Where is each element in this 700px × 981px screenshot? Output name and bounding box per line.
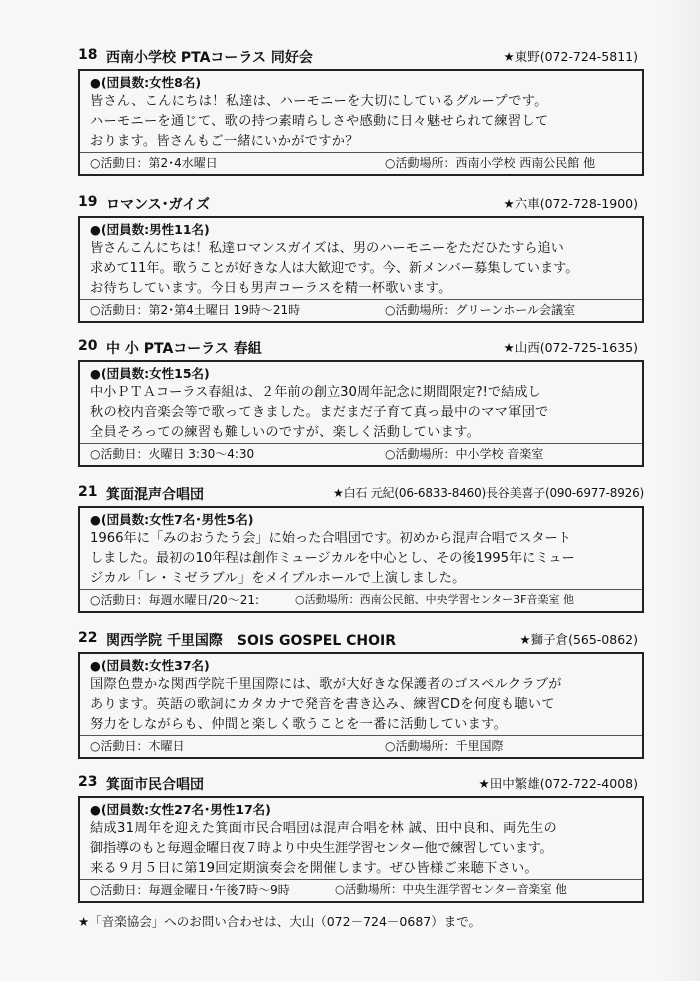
member-count: ●(団員数:男性11名) bbox=[90, 222, 210, 237]
entry-contact: ★獅子倉(565-0862) bbox=[519, 632, 638, 647]
activity-info bbox=[80, 589, 642, 609]
description-line: 求めて11年。歌うことが好きな人は大歓迎です。今、新メンバー募集しています。 bbox=[90, 261, 579, 276]
entry-contact: ★山西(072-725-1635) bbox=[503, 340, 638, 355]
activity-info bbox=[80, 152, 642, 172]
entry-number: 19 bbox=[78, 194, 98, 210]
entry-description bbox=[90, 239, 636, 299]
member-count: ●(団員数:女性27名･男性17名) bbox=[90, 802, 271, 817]
description-line: お待ちしています。今日も男声コーラスを精一杯歌います。 bbox=[90, 281, 452, 296]
choir-entry-18 bbox=[78, 47, 644, 176]
activity-day: ○活動日：毎週金曜日･午後7時～9時 bbox=[90, 883, 290, 897]
activity-place: ○活動場所：中央生涯学習センター音楽室 他 bbox=[335, 882, 567, 896]
entry-description bbox=[90, 92, 636, 152]
description-line: しました。最初の10年程は創作ミュージカルを中心とし、その後1995年にミュー bbox=[90, 551, 575, 566]
entry-contact: ★白石 元紀(06-6833-8460)長谷美喜子(090-6977-8926) bbox=[333, 486, 644, 500]
description-line: 1966年に「みのおうたう会」に始った合唱団です。初めから混声合唱でスタート bbox=[90, 531, 571, 546]
activity-info bbox=[80, 879, 642, 899]
entry-title: 西南小学校 PTAコーラス 同好会 bbox=[106, 50, 313, 66]
entry-header bbox=[78, 484, 644, 506]
choir-entry-23 bbox=[78, 774, 644, 903]
activity-day: ○活動日：第2･第4土曜日 19時～21時 bbox=[90, 303, 301, 317]
entry-box bbox=[78, 360, 644, 467]
entry-box bbox=[78, 216, 644, 323]
description-line: 国際色豊かな関西学院千里国際には、歌が大好きな保護者のゴスペルクラブが bbox=[90, 677, 562, 692]
member-count: ●(団員数:女性37名) bbox=[90, 658, 210, 673]
activity-place: ○活動場所：中小学校 音楽室 bbox=[385, 447, 544, 461]
entry-number: 21 bbox=[78, 484, 98, 500]
activity-place: ○活動場所：千里国際 bbox=[385, 739, 504, 753]
entry-contact: ★六車(072-728-1900) bbox=[503, 196, 638, 211]
entry-contact: ★田中繁雄(072-722-4008) bbox=[478, 776, 638, 791]
entry-box bbox=[78, 69, 644, 176]
entry-header bbox=[78, 774, 644, 796]
entry-box bbox=[78, 796, 644, 903]
description-line: 来る９月５日に第19回定期演奏会を開催します。ぜひ皆様ご来聴下さい。 bbox=[90, 861, 538, 876]
entry-header bbox=[78, 47, 644, 69]
entry-number: 23 bbox=[78, 774, 98, 790]
activity-day: ○活動日：火曜日 3:30～4:30 bbox=[90, 447, 255, 461]
choir-entry-19 bbox=[78, 194, 644, 323]
entry-description bbox=[90, 675, 636, 735]
entry-number: 22 bbox=[78, 630, 98, 646]
description-line: 秋の校内音楽会等で歌ってきました。まだまだ子育て真っ最中のママ軍団で bbox=[90, 405, 549, 420]
description-line: 御指導のもと毎週金曜日夜７時より中央生涯学習センター他で練習しています。 bbox=[90, 841, 553, 856]
entry-header bbox=[78, 194, 644, 216]
entry-description bbox=[90, 819, 636, 879]
entry-description bbox=[90, 383, 636, 443]
activity-info bbox=[80, 299, 642, 319]
entry-title: 箕面市民合唱団 bbox=[106, 777, 204, 793]
description-line: 努力をしながらも、仲間と楽しく歌うことを一番に活動しています。 bbox=[90, 717, 508, 732]
description-line: 結成31周年を迎えた箕面市民合唱団は混声合唱を林 誠、田中良和、両先生の bbox=[90, 821, 557, 836]
description-line: 皆さんこんにちは！私達ロマンスガイズは、男のハーモニーをただひたすら追い bbox=[90, 241, 564, 256]
member-count: ●(団員数:女性15名) bbox=[90, 366, 210, 381]
description-line: ジカル「レ・ミゼラブル」をメイプルホールで上演しました。 bbox=[90, 571, 466, 586]
description-line: 皆さん、こんにちは！私達は、ハーモニーを大切にしているグループです。 bbox=[90, 94, 548, 109]
description-line: おります。皆さんもご一緒にいかがですか？ bbox=[90, 134, 359, 149]
entry-title: 中 小 PTAコーラス 春組 bbox=[106, 341, 262, 357]
description-line: 中小ＰＴＡコーラス春組は、２年前の創立30周年記念に期間限定?!で結成し bbox=[90, 385, 541, 400]
activity-info bbox=[80, 735, 642, 755]
entry-title: 関西学院 千里国際 SOIS GOSPEL CHOIR bbox=[106, 633, 397, 649]
activity-day: ○活動日：第2･4水曜日 bbox=[90, 156, 218, 170]
entry-description bbox=[90, 529, 636, 589]
entry-title: 箕面混声合唱団 bbox=[106, 487, 204, 503]
entry-number: 18 bbox=[78, 47, 98, 63]
page-edge-shadow bbox=[660, 0, 700, 981]
member-count: ●(団員数:女性8名) bbox=[90, 75, 202, 90]
entry-contact: ★東野(072-724-5811) bbox=[503, 49, 638, 64]
entry-number: 20 bbox=[78, 338, 98, 354]
activity-place: ○活動場所：西南公民館、中央学習センター3F音楽室 他 bbox=[295, 593, 574, 606]
activity-info bbox=[80, 443, 642, 463]
description-line: 全員そろっての練習も難しいのですが、楽しく活動しています。 bbox=[90, 425, 481, 440]
description-line: ハーモニーを通じて、歌の持つ素晴らしさや感動に日々魅せられて練習して bbox=[90, 114, 549, 129]
entry-box bbox=[78, 652, 644, 759]
description-line: あります。英語の歌詞にカタカナで発音を書き込み、練習CDを何度も聴いて bbox=[90, 697, 555, 712]
activity-day: ○活動日：毎週水曜日/20～21: bbox=[90, 593, 260, 607]
entry-header bbox=[78, 630, 644, 652]
activity-place: ○活動場所：グリーンホール会議室 bbox=[385, 303, 575, 317]
choir-entry-21 bbox=[78, 484, 644, 613]
member-count: ●(団員数:女性7名･男性5名) bbox=[90, 512, 254, 527]
inquiry-footer: ★「音楽協会」へのお問い合わせは、大山（072－724－0687）まで。 bbox=[78, 914, 481, 929]
entry-title: ロマンス･ガイズ bbox=[106, 197, 211, 213]
activity-place: ○活動場所：西南小学校 西南公民館 他 bbox=[385, 156, 596, 170]
choir-entry-20 bbox=[78, 338, 644, 467]
choir-entry-22 bbox=[78, 630, 644, 759]
entry-header bbox=[78, 338, 644, 360]
activity-day: ○活動日：木曜日 bbox=[90, 739, 185, 753]
entry-box bbox=[78, 506, 644, 613]
